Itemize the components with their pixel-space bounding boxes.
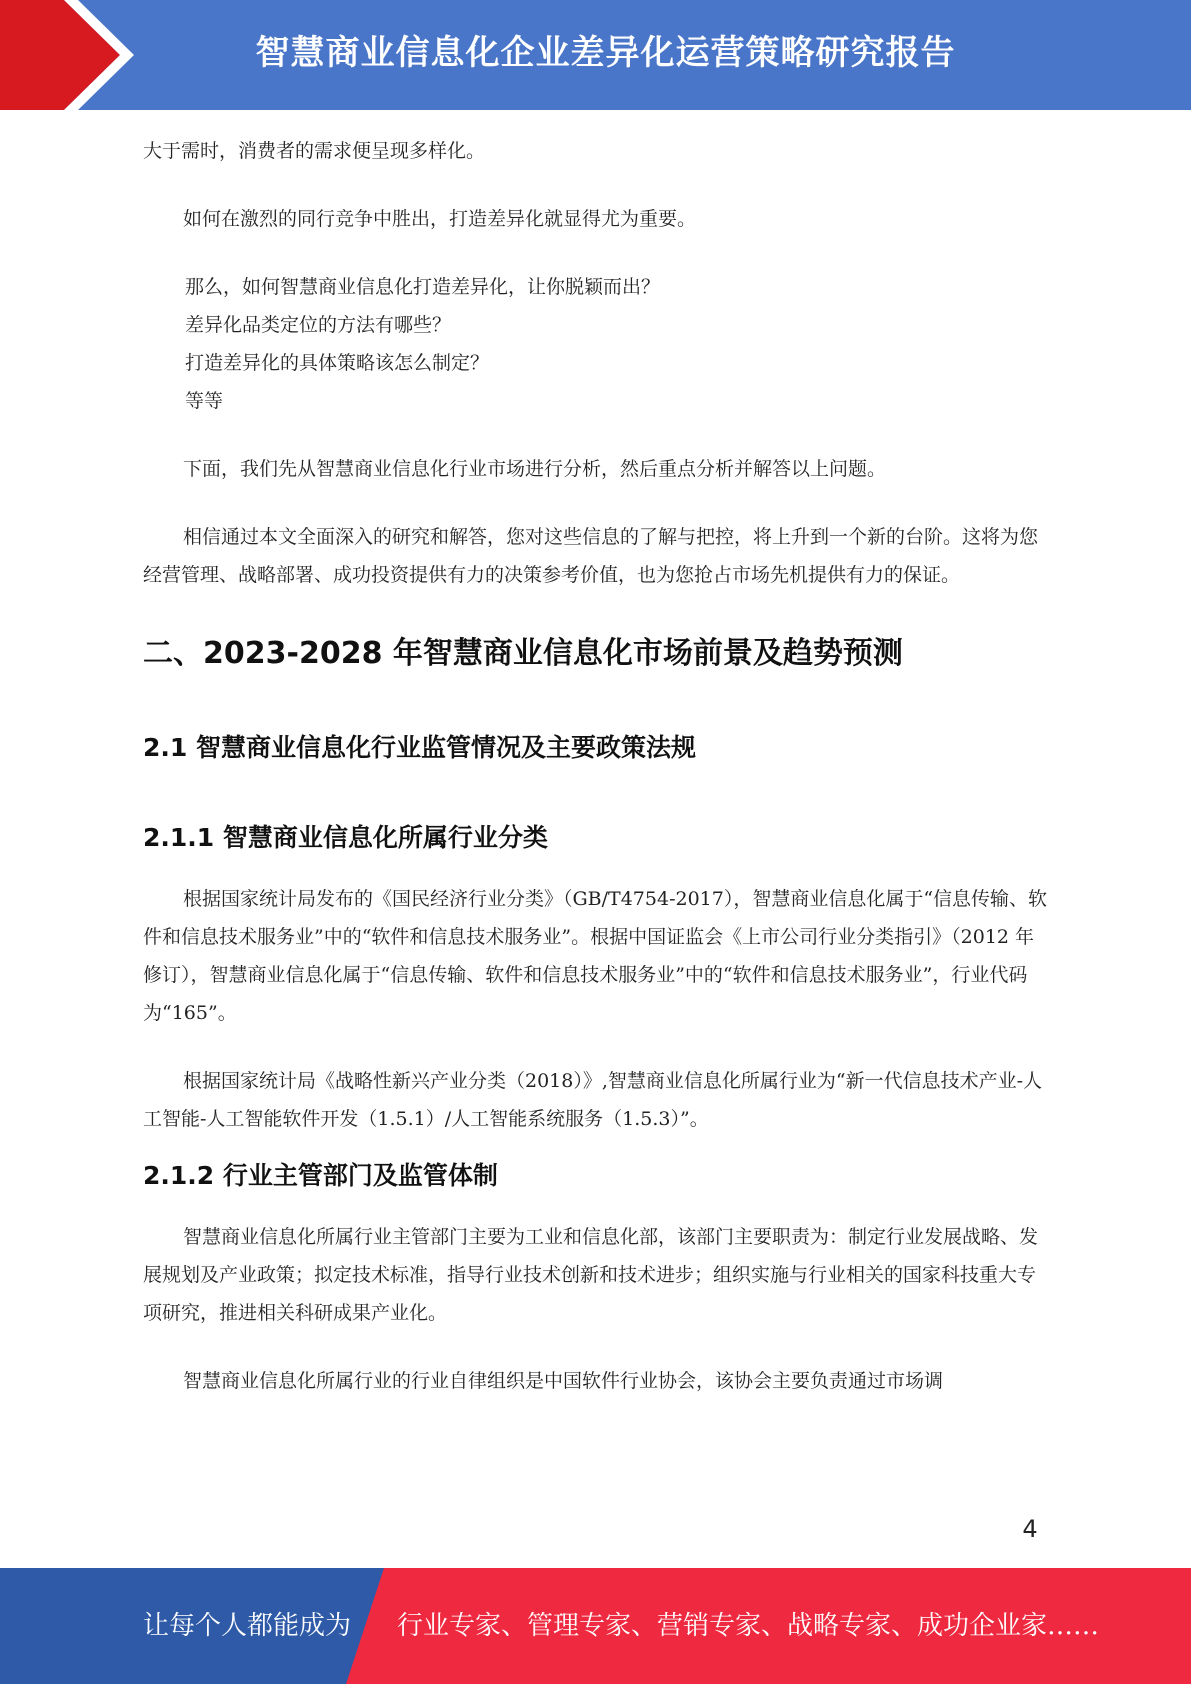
document-body	[143, 132, 1048, 1400]
question-line: 打造差异化的具体策略该怎么制定？	[185, 352, 490, 374]
footer-roles: 行业专家、管理专家、营销专家、战略专家、成功企业家……	[397, 1611, 1100, 1641]
paragraph-analysis-intro: 下面，我们先从智慧商业信息化行业市场进行分析，然后重点分析并解答以上问题。	[183, 458, 887, 480]
section-2-1-2-heading: 2.1.2 行业主管部门及监管体制	[143, 1161, 498, 1190]
report-title: 智慧商业信息化企业差异化运营策略研究报告	[255, 33, 956, 73]
footer-slogan: 让每个人都能成为	[143, 1611, 352, 1641]
page-number: 4	[1022, 1515, 1038, 1543]
question-line: 等等	[185, 390, 224, 412]
question-line: 那么，如何智慧商业信息化打造差异化，让你脱颖而出？	[185, 276, 661, 298]
paragraph-industry-classification: 根据国家统计局发布的《国民经济行业分类》（GB/T4754-2017），智慧商业信息化属于“信息传输、软件和信息技术服务业”中的“软件和信息技术服务业”。根据中国证监会《上市公司行业分类指引》（2012 年修订），智慧商业信息化属于“信息传输、软件和信息技术服务业”中的“软件和信息技术服务业”，行业代码为“165”。	[143, 888, 1048, 1024]
question-line: 差异化品类定位的方法有哪些？	[185, 314, 452, 336]
header-red-arrow-decoration	[0, 0, 160, 110]
paragraph-regulator: 智慧商业信息化所属行业主管部门主要为工业和信息化部，该部门主要职责为：制定行业发展战略、发展规划及产业政策；拟定技术标准，指导行业技术创新和技术进步；组织实施与行业相关的国家科技重大专项研究，推进相关科研成果产业化。	[143, 1226, 1039, 1324]
question-list	[143, 268, 1048, 420]
paragraph-continued: 大于需时，消费者的需求便呈现多样化。	[143, 140, 486, 162]
paragraph-competition: 如何在激烈的同行竞争中胜出，打造差异化就显得尤为重要。	[183, 208, 697, 230]
page-footer	[0, 1568, 1191, 1684]
section-2-1-heading: 2.1 智慧商业信息化行业监管情况及主要政策法规	[143, 733, 696, 762]
page-header	[0, 0, 1191, 110]
section-2-1-1-heading: 2.1.1 智慧商业信息化所属行业分类	[143, 823, 548, 852]
section-2-heading: 二、2023-2028 年智慧商业信息化市场前景及趋势预测	[143, 636, 903, 671]
paragraph-strategic-industry: 根据国家统计局《战略性新兴产业分类（2018）》,智慧商业信息化所属行业为“新一代信息技术产业-人工智能-人工智能软件开发（1.5.1）/人工智能系统服务（1.5.3）”。	[143, 1070, 1043, 1130]
paragraph-industry-association: 智慧商业信息化所属行业的行业自律组织是中国软件行业协会，该协会主要负责通过市场调	[183, 1370, 944, 1392]
paragraph-value: 相信通过本文全面深入的研究和解答，您对这些信息的了解与把控，将上升到一个新的台阶。这将为您经营管理、战略部署、成功投资提供有力的决策参考价值，也为您抢占市场先机提供有力的保证。	[143, 526, 1039, 586]
